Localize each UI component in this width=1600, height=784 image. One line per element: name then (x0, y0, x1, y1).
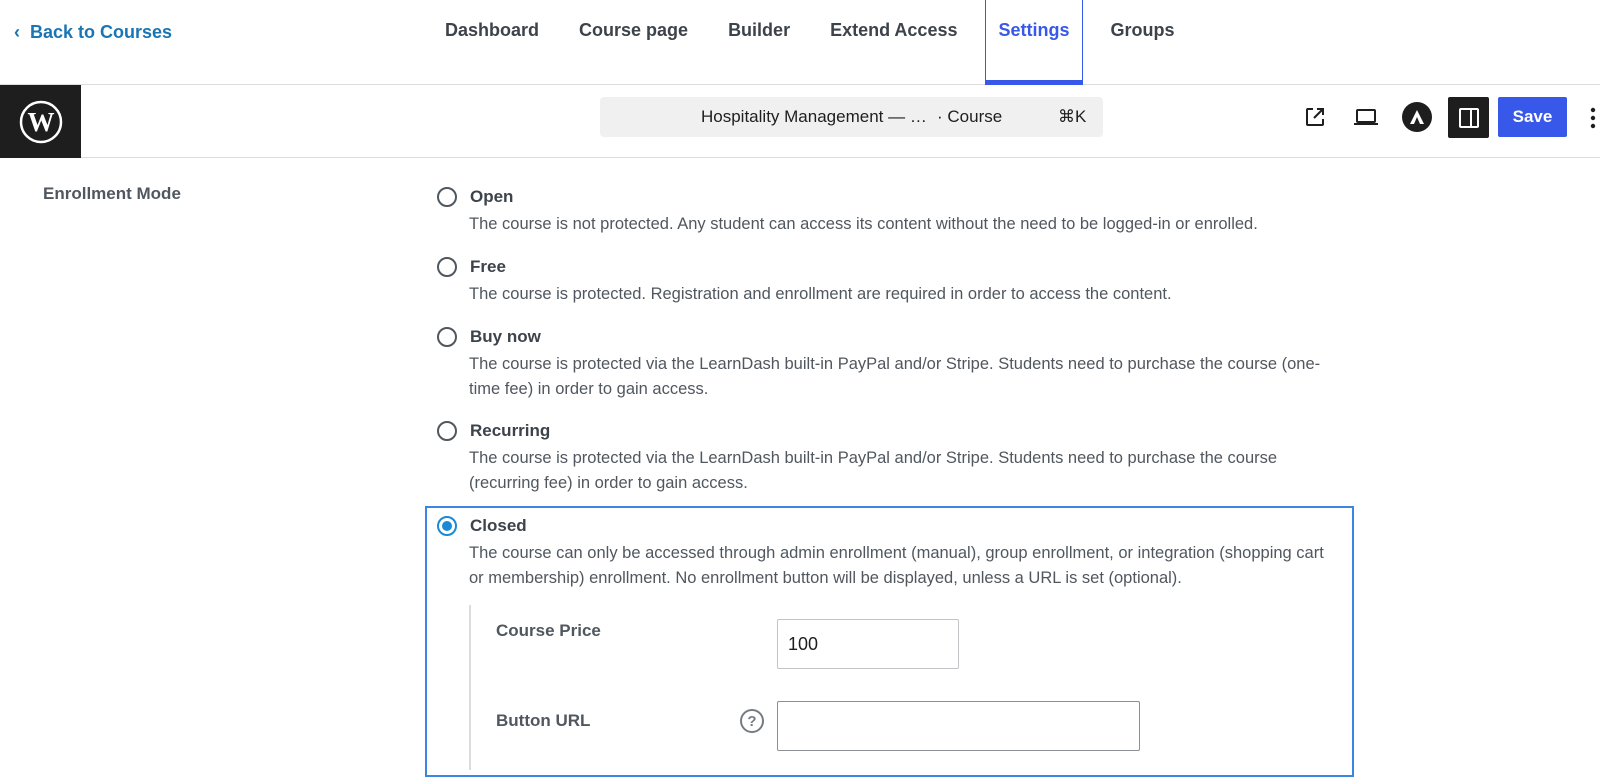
enrollment-mode-label: Enrollment Mode (43, 184, 181, 203)
course-tabs (445, 0, 1215, 85)
option-title: Free (470, 257, 506, 276)
more-options-icon[interactable] (1588, 103, 1598, 133)
astra-logo-icon[interactable] (1399, 99, 1435, 135)
button-url-input[interactable] (777, 701, 1140, 751)
sidebar-toggle-icon[interactable] (1448, 97, 1489, 138)
document-title: Hospitality Management — … (701, 107, 927, 126)
tab-course-page[interactable]: Course page (579, 20, 689, 40)
option-description: The course is protected via the LearnDash built-in PayPal and/or Stripe. Students need to purchase the course (recurring fee) in order to gain access. (469, 449, 1278, 492)
radio-open[interactable] (437, 187, 457, 207)
tab-groups[interactable]: Groups (1110, 20, 1175, 40)
help-icon[interactable]: ? (740, 709, 764, 733)
editor-header (0, 85, 1600, 158)
radio-free[interactable] (437, 257, 457, 277)
chevron-left-icon: ‹ (14, 22, 20, 42)
option-title: Recurring (470, 421, 551, 440)
option-description: The course is protected. Registration and enrollment are required in order to access the content. (469, 285, 1172, 303)
option-description: The course is not protected. Any student can access its content without the need to be logged-in or enrolled. (469, 215, 1258, 233)
command-shortcut: ⌘K (1058, 107, 1087, 126)
radio-recurring[interactable] (437, 421, 457, 441)
option-title: Closed (470, 516, 527, 535)
wordpress-logo-button[interactable] (0, 85, 81, 158)
save-button[interactable]: Save (1498, 97, 1567, 137)
option-title: Buy now (470, 327, 541, 346)
svg-text:W: W (27, 106, 54, 137)
back-to-courses-label: Back to Courses (30, 22, 173, 42)
tab-builder[interactable]: Builder (728, 20, 791, 40)
tab-settings[interactable]: Settings (985, 0, 1082, 85)
button-url-label: Button URL (496, 711, 591, 730)
tab-extend-access[interactable]: Extend Access (830, 20, 958, 40)
option-title: Open (470, 187, 514, 206)
closed-sub-settings-divider (469, 605, 471, 770)
laptop-preview-icon[interactable] (1348, 99, 1384, 135)
course-price-input[interactable]: 100 (777, 619, 959, 669)
command-palette-document-bar[interactable] (600, 97, 1103, 137)
external-link-icon[interactable] (1297, 99, 1333, 135)
wordpress-icon (19, 100, 63, 144)
option-description: The course is protected via the LearnDash built-in PayPal and/or Stripe. Students need to purchase the course (one-time fee) in order to gain access. (469, 355, 1321, 398)
radio-buy-now[interactable] (437, 327, 457, 347)
tab-dashboard[interactable]: Dashboard (445, 20, 540, 40)
course-top-nav (0, 0, 1600, 85)
document-type: · Course (937, 107, 1003, 126)
option-description: The course can only be accessed through admin enrollment (manual), group enrollment, or integration (shopping cart or membership) enrollment. No enrollment button will be displayed, unless a URL is set (optional). (469, 544, 1324, 587)
back-to-courses-link[interactable] (14, 22, 172, 43)
radio-closed[interactable] (437, 516, 457, 536)
course-price-label: Course Price (496, 621, 601, 640)
